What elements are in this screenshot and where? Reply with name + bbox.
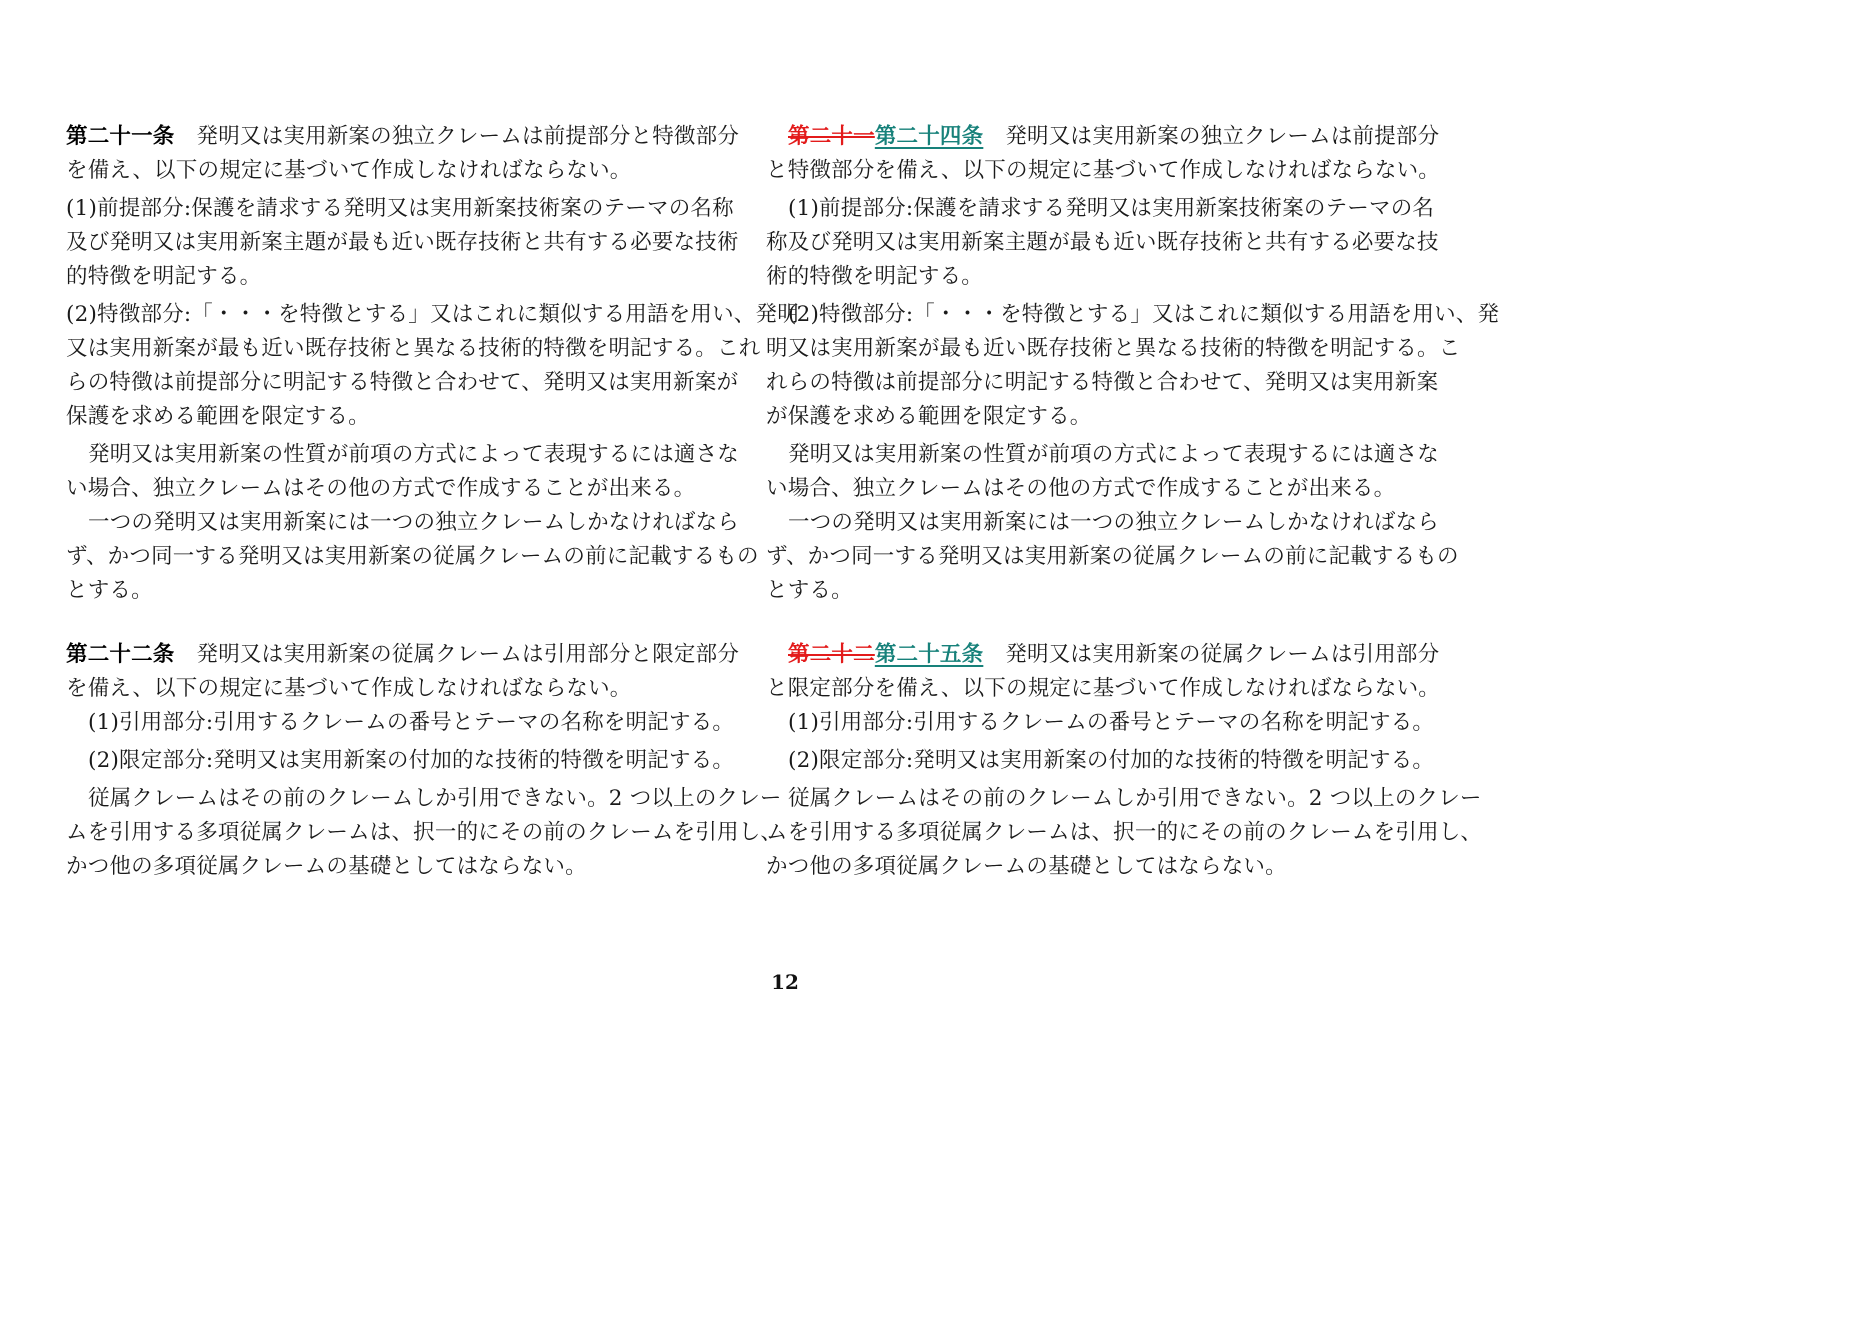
text-line: 保護を求める範囲を限定する。 [66,404,370,429]
text-line: 明又は実用新案が最も近い既存技術と異なる技術的特徴を明記する。こ [766,336,1461,361]
article-21-line-1: 第二十一条 発明又は実用新案の独立クレームは前提部分と特徴部分 [66,124,740,149]
article-25-line-1: 第二十二第二十五条 発明又は実用新案の従属クレームは引用部分 [788,642,1440,667]
text-line: らの特徴は前提部分に明記する特徴と合わせて、発明又は実用新案が [66,370,739,395]
text-line: (1)前提部分:保護を請求する発明又は実用新案技術案のテーマの名 [788,196,1435,221]
article-22 [66,638,783,884]
text-line: かつ他の多項従属クレームの基礎としてはならない。 [766,854,1287,879]
text-line: (2)限定部分:発明又は実用新案の付加的な技術的特徴を明記する。 [88,748,735,773]
article-heading: 第二十一条 [66,124,175,149]
text-line: を備え、以下の規定に基づいて作成しなければならない。 [66,158,632,183]
page-number: 12 [771,970,799,994]
article-24 [766,120,1500,608]
text-line: れらの特徴は前提部分に明記する特徴と合わせて、発明又は実用新案 [766,370,1439,395]
text-line: を備え、以下の規定に基づいて作成しなければならない。 [66,676,632,701]
text-line: ず、かつ同一する発明又は実用新案の従属クレームの前に記載するもの [66,544,759,569]
text-line: とする。 [766,578,853,603]
text-line: 一つの発明又は実用新案には一つの独立クレームしかなければなら [788,510,1440,535]
text-line: 一つの発明又は実用新案には一つの独立クレームしかなければなら [88,510,740,535]
article-24-line-1: 第二十一第二十四条 発明又は実用新案の独立クレームは前提部分 [788,124,1440,149]
left-column-original [66,120,799,914]
text-line: (2)特徴部分:「・・・を特徴とする」又はこれに類似する用語を用い、発明 [66,302,799,327]
article-25 [766,638,1483,884]
text-line: (1)引用部分:引用するクレームの番号とテーマの名称を明記する。 [88,710,735,735]
deleted-heading: 第二十二 [788,642,875,667]
text-line: 従属クレームはその前のクレームしか引用できない。2 つ以上のクレー [788,786,1482,811]
text-line: 発明又は実用新案の性質が前項の方式によって表現するには適さな [88,442,740,467]
article-22-line-1: 第二十二条 発明又は実用新案の従属クレームは引用部分と限定部分 [66,642,740,667]
text-line: い場合、独立クレームはその他の方式で作成することが出来る。 [766,476,1396,501]
text-line: 及び発明又は実用新案主題が最も近い既存技術と共有する必要な技術 [66,230,739,255]
text-line: (2)特徴部分:「・・・を特徴とする」又はこれに類似する用語を用い、発 [788,302,1500,327]
text-line: (1)前提部分:保護を請求する発明又は実用新案技術案のテーマの名称 [66,196,734,221]
text-line: と特徴部分を備え、以下の規定に基づいて作成しなければならない。 [766,158,1440,183]
text-line: 従属クレームはその前のクレームしか引用できない。2 つ以上のクレー [88,786,782,811]
text-line: (2)限定部分:発明又は実用新案の付加的な技術的特徴を明記する。 [788,748,1435,773]
deleted-heading: 第二十一 [788,124,875,149]
text-line: 発明又は実用新案の性質が前項の方式によって表現するには適さな [788,442,1440,467]
text-line: ムを引用する多項従属クレームは、択一的にその前のクレームを引用し、 [766,820,1483,845]
text-line: ず、かつ同一する発明又は実用新案の従属クレームの前に記載するもの [766,544,1459,569]
inserted-heading: 第二十五条 [874,642,984,667]
text-line: 称及び発明又は実用新案主題が最も近い既存技術と共有する必要な技 [766,230,1439,255]
article-21 [66,120,799,608]
right-column-revised [766,120,1500,914]
text-line: 又は実用新案が最も近い既存技術と異なる技術的特徴を明記する。これ [66,336,761,361]
text-line: と限定部分を備え、以下の規定に基づいて作成しなければならない。 [766,676,1440,701]
text-line: 的特徴を明記する。 [66,264,262,289]
article-heading: 第二十二条 [66,642,175,667]
text-line: とする。 [66,578,153,603]
text-line: かつ他の多項従属クレームの基礎としてはならない。 [66,854,587,879]
text-line: が保護を求める範囲を限定する。 [766,404,1092,429]
inserted-heading: 第二十四条 [874,124,984,149]
text-line: (1)引用部分:引用するクレームの番号とテーマの名称を明記する。 [788,710,1435,735]
text-line: 術的特徴を明記する。 [766,264,984,289]
text-line: ムを引用する多項従属クレームは、択一的にその前のクレームを引用し、 [66,820,783,845]
text-line: い場合、独立クレームはその他の方式で作成することが出来る。 [66,476,696,501]
